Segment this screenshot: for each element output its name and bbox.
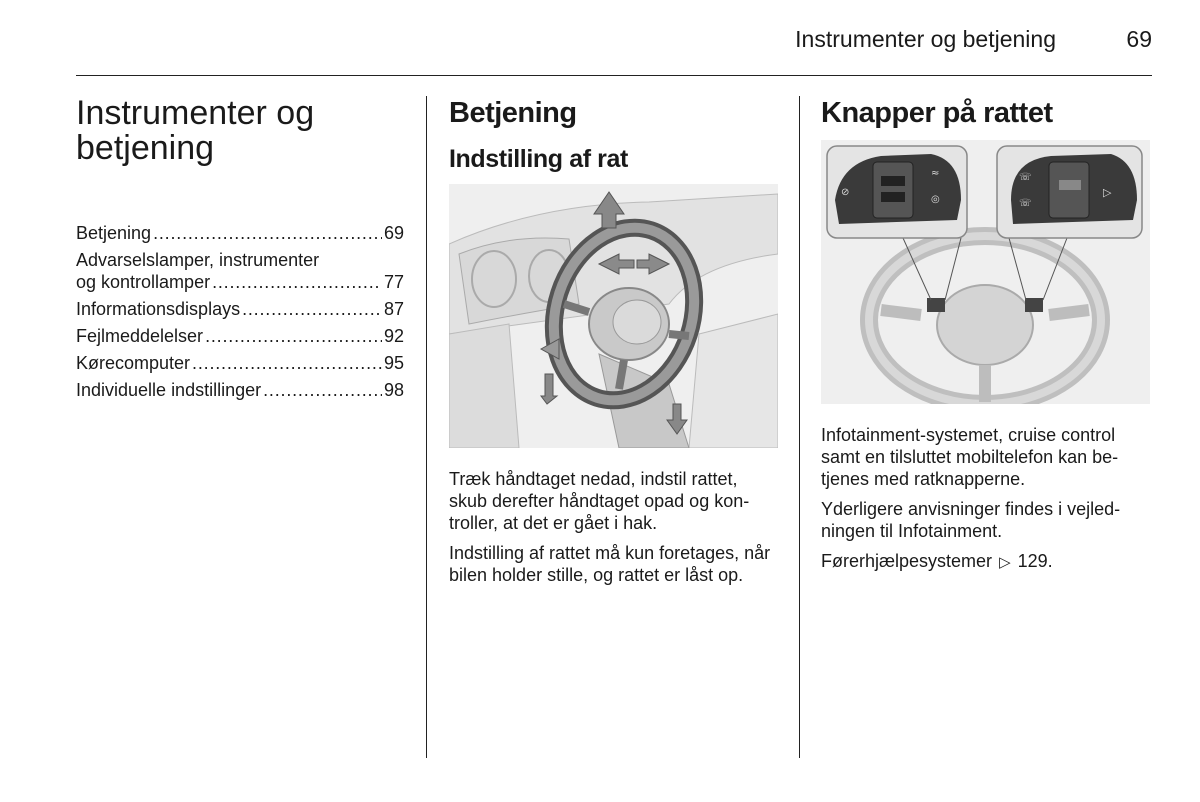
running-header	[76, 26, 1152, 56]
paragraph-2: Yderligere anvisninger findes i vejled-ningen til Infotainment.	[821, 499, 1121, 541]
toc-page: 95	[383, 353, 404, 373]
toc-leader	[205, 325, 382, 347]
page-number: 69	[1126, 26, 1152, 52]
subheading-indstilling-af-rat: Indstilling af rat	[449, 145, 628, 173]
toc-entry-betjening[interactable]	[76, 222, 404, 244]
svg-text:☏: ☏	[1019, 172, 1032, 183]
xref-text: Førerhjælpesystemer	[821, 551, 993, 571]
column-divider-1	[426, 96, 427, 758]
steering-wheel-adjustment-illustration	[449, 184, 778, 448]
middle-column	[449, 96, 778, 586]
toc-entry-fejlmeddelelser[interactable]	[76, 325, 404, 347]
section-heading-betjening: Betjening	[449, 97, 577, 129]
toc-entry-korecomputer[interactable]	[76, 352, 404, 374]
column-divider-2	[799, 96, 800, 758]
toc-label: Fejlmeddelelser	[76, 326, 204, 346]
toc-label-line1: Advarselslamper, instrumenter	[76, 250, 320, 270]
svg-text:≈: ≈	[931, 168, 940, 179]
toc-label: Kørecomputer	[76, 353, 191, 373]
running-title: Instrumenter og betjening	[795, 26, 1056, 52]
header-rule	[76, 75, 1152, 76]
steering-wheel-controls-illustration	[821, 140, 1150, 404]
toc-label: Betjening	[76, 223, 152, 243]
toc-page: 92	[383, 326, 404, 346]
paragraph-2: Indstilling af rattet må kun foretages, når bilen holder stille, og rattet er låst op.	[449, 543, 771, 585]
toc-page: 77	[383, 272, 404, 292]
toc-label: Informationsdisplays	[76, 299, 241, 319]
toc-entry-advarselslamper[interactable]	[76, 249, 404, 293]
toc-entry-individuelle-indstillinger[interactable]	[76, 379, 404, 401]
paragraph-1: Infotainment-systemet, cruise control samt en tilsluttet mobiltelefon kan be-tjenes med ratknapperne.	[821, 425, 1119, 489]
svg-text:☏: ☏	[1019, 198, 1032, 209]
chapter-title: Instrumenter og betjening	[76, 94, 315, 167]
toc-page: 69	[383, 223, 404, 243]
cross-reference[interactable]	[821, 550, 1151, 574]
toc-entry-informationsdisplays[interactable]	[76, 298, 404, 320]
section-heading-knapper-paa-rattet: Knapper på rattet	[821, 97, 1053, 129]
toc-leader	[263, 379, 382, 401]
toc-page: 98	[383, 380, 404, 400]
toc-label: Individuelle indstillinger	[76, 380, 262, 400]
toc-leader	[242, 298, 382, 320]
paragraph-1: Træk håndtaget nedad, indstil rattet, skub derefter håndtaget opad og kon-troller, at det er gået i hak.	[449, 469, 750, 533]
svg-text:▷: ▷	[1103, 186, 1112, 199]
toc-page: 87	[383, 299, 404, 319]
table-of-contents	[76, 222, 404, 406]
right-column	[821, 96, 1151, 574]
xref-page: 129.	[1017, 551, 1053, 571]
svg-text:◎: ◎	[931, 194, 940, 205]
arrow-right-outline-icon: ▷	[999, 554, 1011, 571]
svg-text:⊘: ⊘	[841, 187, 850, 198]
toc-label: og kontrollamper	[76, 272, 211, 292]
toc-leader	[212, 271, 382, 293]
toc-leader	[192, 352, 382, 374]
toc-leader	[153, 222, 382, 244]
